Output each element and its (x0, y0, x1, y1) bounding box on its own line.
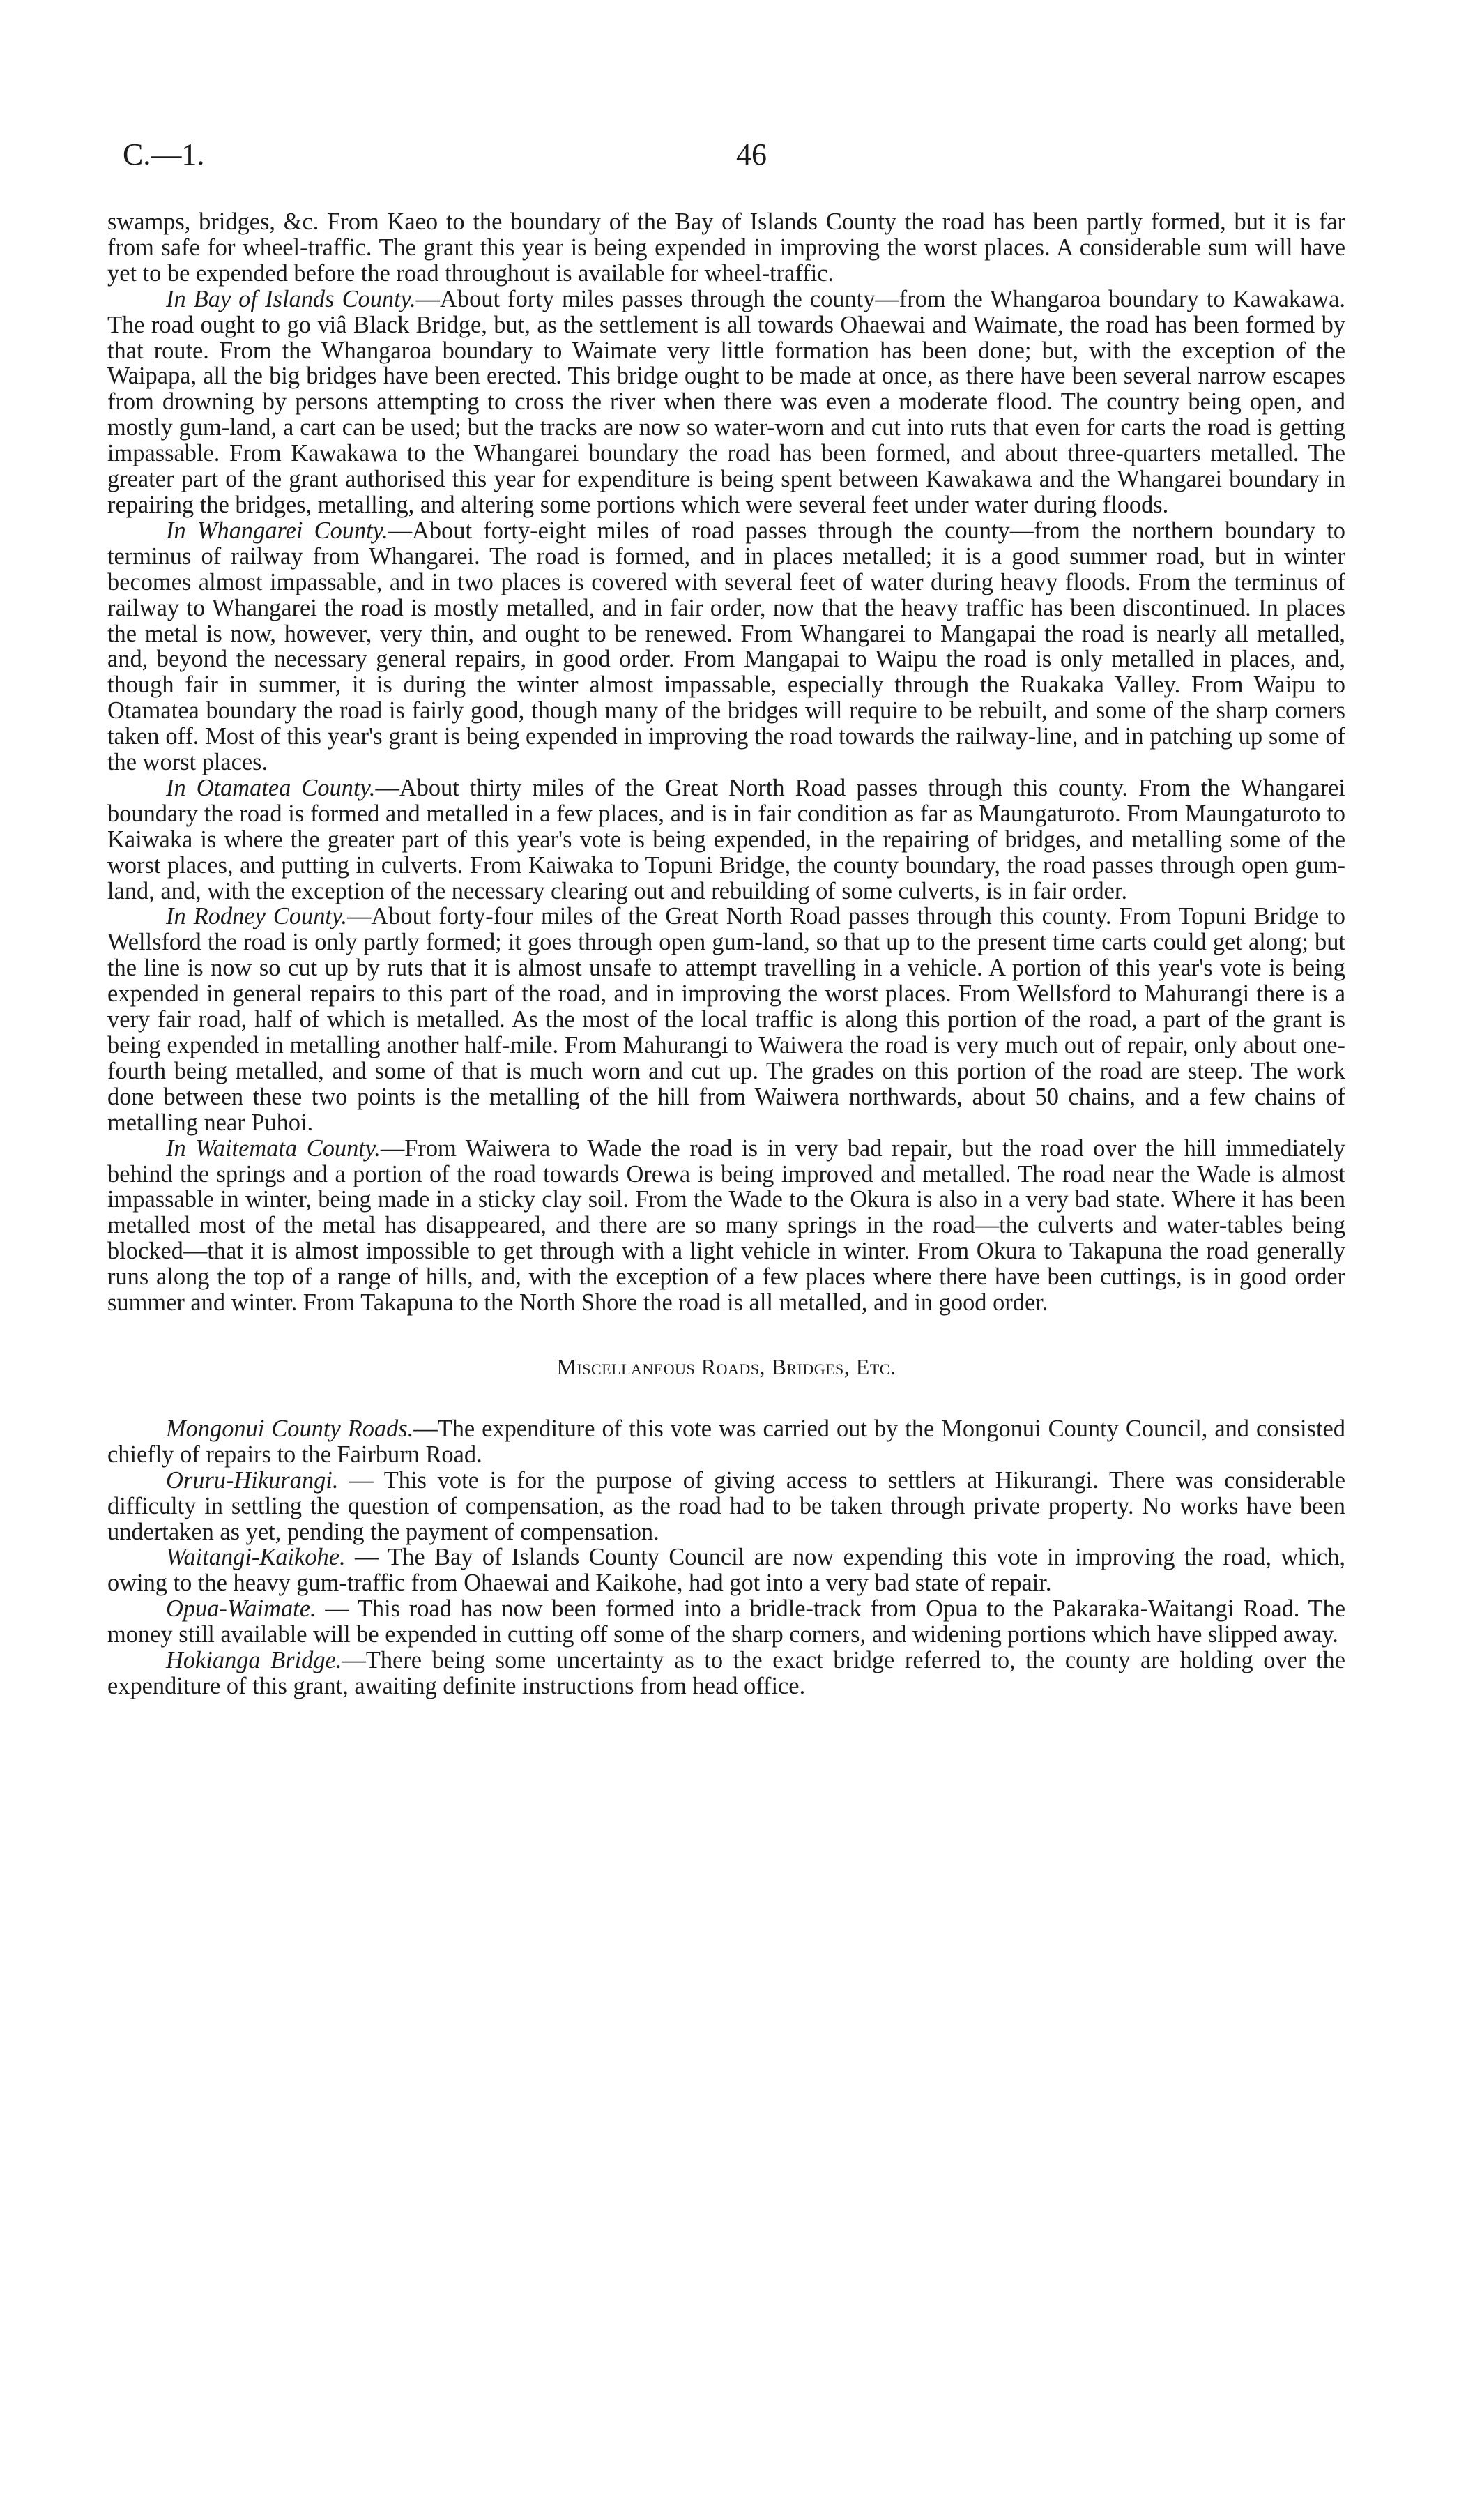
paragraph-lead: In Bay of Islands County. (166, 285, 416, 312)
paragraph-rodney-county (107, 904, 1345, 1135)
paragraph-text: —About forty-four miles of the Great North Road passes through this county. From Topuni Bridge to Wellsford the road is only partly formed; it goes through open gum-land, so that up to the present time carts could get along; but the line is now so cut up by ruts that it is almost unsafe to attempt travelling in a vehicle. A portion of this year's vote is being expended in general repairs to this part of the road, and in improving the worst places. From Wellsford to Mahurangi there is a very fair road, half of which is metalled. As the most of the local traffic is along this portion of the road, a part of the grant is being expended in metalling another half-mile. From Mahurangi to Waiwera the road is very much out of repair, only about one-fourth being metalled, and some of that is much worn and cut up. The grades on this portion of the road are steep. The work done between these two points is the metalling of the hill from Waiwera northwards, about 50 chains, and a few chains of metalling near Puhoi. (107, 903, 1345, 1136)
paragraph-hokianga-bridge (107, 1648, 1345, 1699)
paragraph-mongonui-county-roads (107, 1416, 1345, 1468)
paragraph-oruru-hikurangi (107, 1468, 1345, 1545)
paragraph-waitemata-county (107, 1136, 1345, 1316)
paragraph-lead: In Whangarei County. (166, 517, 388, 544)
paragraph-waitangi-kaikohe (107, 1544, 1345, 1596)
paragraph-lead: Oruru-Hikurangi. (166, 1466, 339, 1494)
paragraph-lead: Opua-Waimate. (166, 1595, 316, 1623)
paragraph-text: swamps, bridges, &c. From Kaeo to the boundary of the Bay of Islands County the road has been partly formed, but it is far from safe for wheel-traffic. The grant this year is being expended in improving the worst places. A considerable sum will have yet to be expended before the road throughout is available for wheel-traffic. (107, 208, 1345, 287)
paragraph-text: —There being some uncertainty as to the exact bridge referred to, the county are holding over the expenditure of this grant, awaiting definite instructions from head office. (107, 1647, 1345, 1699)
paragraph-whangarei-county (107, 518, 1345, 775)
paragraph-lead: Mongonui County Roads. (166, 1415, 414, 1442)
paragraph-lead: In Waitemata County. (166, 1134, 381, 1162)
paragraph-text: —About forty miles passes through the county—from the Whangaroa boundary to Kawakawa. The road ought to go viâ Black Bridge, but, as the settlement is all towards Ohaewai and Waimate, the road has been formed by that route. From the Whangaroa boundary to Waimate very little formation has been done; but, with the exception of the Waipapa, all the big bridges have been erected. This bridge ought to be made at once, as there have been several narrow escapes from drowning by persons attempting to cross the river when there was even a moderate flood. The country being open, and mostly gum-land, a cart can be used; but the tracks are now so water-worn and cut into ruts that even for carts the road is getting impassable. From Kawakawa to the Whangarei boundary the road has been formed, and about three-quarters metalled. The greater part of the grant authorised this year for expenditure is being spent between Kawakawa and the Whangarei boundary in repairing the bridges, metalling, and altering some portions which were several feet under water during floods. (107, 285, 1345, 518)
paragraph-lead: Hokianga Bridge. (166, 1647, 342, 1674)
paragraph-text: — This road has now been formed into a bridle-track from Opua to the Pakaraka-Waitangi Road. The money still available will be expended in cutting off some of the sharp corners, and widening portions which have slipped away. (107, 1595, 1345, 1648)
paragraph-bay-of-islands-county (107, 287, 1345, 518)
paragraph-lead: In Otamatea County. (166, 774, 376, 801)
paragraph-text: —The expenditure of this vote was carried out by the Mongonui County Council, and consisted chiefly of repairs to the Fairburn Road. (107, 1415, 1345, 1468)
paragraph-lead: In Rodney County. (166, 903, 347, 930)
paragraph-text: — This vote is for the purpose of giving access to settlers at Hikurangi. There was considerable difficulty in settling the question of compensation, as the road had to be taken through private property. No works have been undertaken as yet, pending the payment of compensation. (107, 1466, 1345, 1545)
section-heading: Miscellaneous Roads, Bridges, Etc. (556, 1353, 896, 1379)
paragraph-text: —About forty-eight miles of road passes through the county—from the northern boundary to terminus of railway from Whangarei. The road is formed, and in places metalled; it is a good summer road, but in winter becomes almost impassable, and in two places is covered with several feet of water during heavy floods. From the terminus of railway to Whangarei the road is mostly metalled, and in fair order, now that the heavy traffic has been discontinued. In places the metal is now, however, very thin, and ought to be renewed. From Whangarei to Mangapai the road is nearly all metalled, and, beyond the necessary general repairs, in good order. From Mangapai to Waipu the road is only metalled in places, and, though fair in summer, it is during the winter almost impassable, especially through the Ruakaka Valley. From Waipu to Otamatea boundary the road is fairly good, though many of the bridges will require to be rebuilt, and some of the sharp corners taken off. Most of this year's grant is being expended in improving the road towards the railway-line, and in patching up some of the worst places. (107, 517, 1345, 776)
page-header (123, 137, 1350, 179)
paragraph-continuation (107, 209, 1345, 287)
page-number: 46 (736, 137, 767, 172)
paragraph-otamatea-county (107, 775, 1345, 904)
paragraph-text: —From Waiwera to Wade the road is in very bad repair, but the road over the hill immediately behind the springs and a portion of the road towards Orewa is being improved and metalled. The road near the Wade is almost impassable in winter, being made in a sticky clay soil. From the Wade to the Okura is also in a very bad state. Where it has been metalled most of the metal has disappeared, and there are so many springs in the road—the culverts and water-tables being blocked—that it is almost impossible to get through with a light vehicle in winter. From Okura to Takapuna the road generally runs along the top of a range of hills, and, with the exception of a few places where there have been cuttings, is in good order summer and winter. From Takapuna to the North Shore the road is all metalled, and in good order. (107, 1134, 1346, 1316)
document-code: C.—1. (123, 137, 205, 172)
paragraph-text: — The Bay of Islands County Council are now expending this vote in improving the road, which, owing to the heavy gum-traffic from Ohaewai and Kaikohe, had got into a very bad state of repair. (107, 1544, 1345, 1597)
paragraph-lead: Waitangi-Kaikohe. (166, 1544, 346, 1571)
paragraph-opua-waimate (107, 1596, 1345, 1648)
paragraph-text: —About thirty miles of the Great North Road passes through this county. From the Whangarei boundary the road is formed and metalled in a few places, and is in fair condition as far as Maungaturoto. From Maungaturoto to Kaiwaka is where the greater part of this year's vote is being expended, in the repairing of bridges, and metalling some of the worst places, and putting in culverts. From Kaiwaka to Topuni Bridge, the county boundary, the road passes through open gum-land, and, with the exception of the necessary clearing out and rebuilding of some culverts, is in fair order. (107, 774, 1345, 904)
body-text (107, 209, 1345, 1699)
